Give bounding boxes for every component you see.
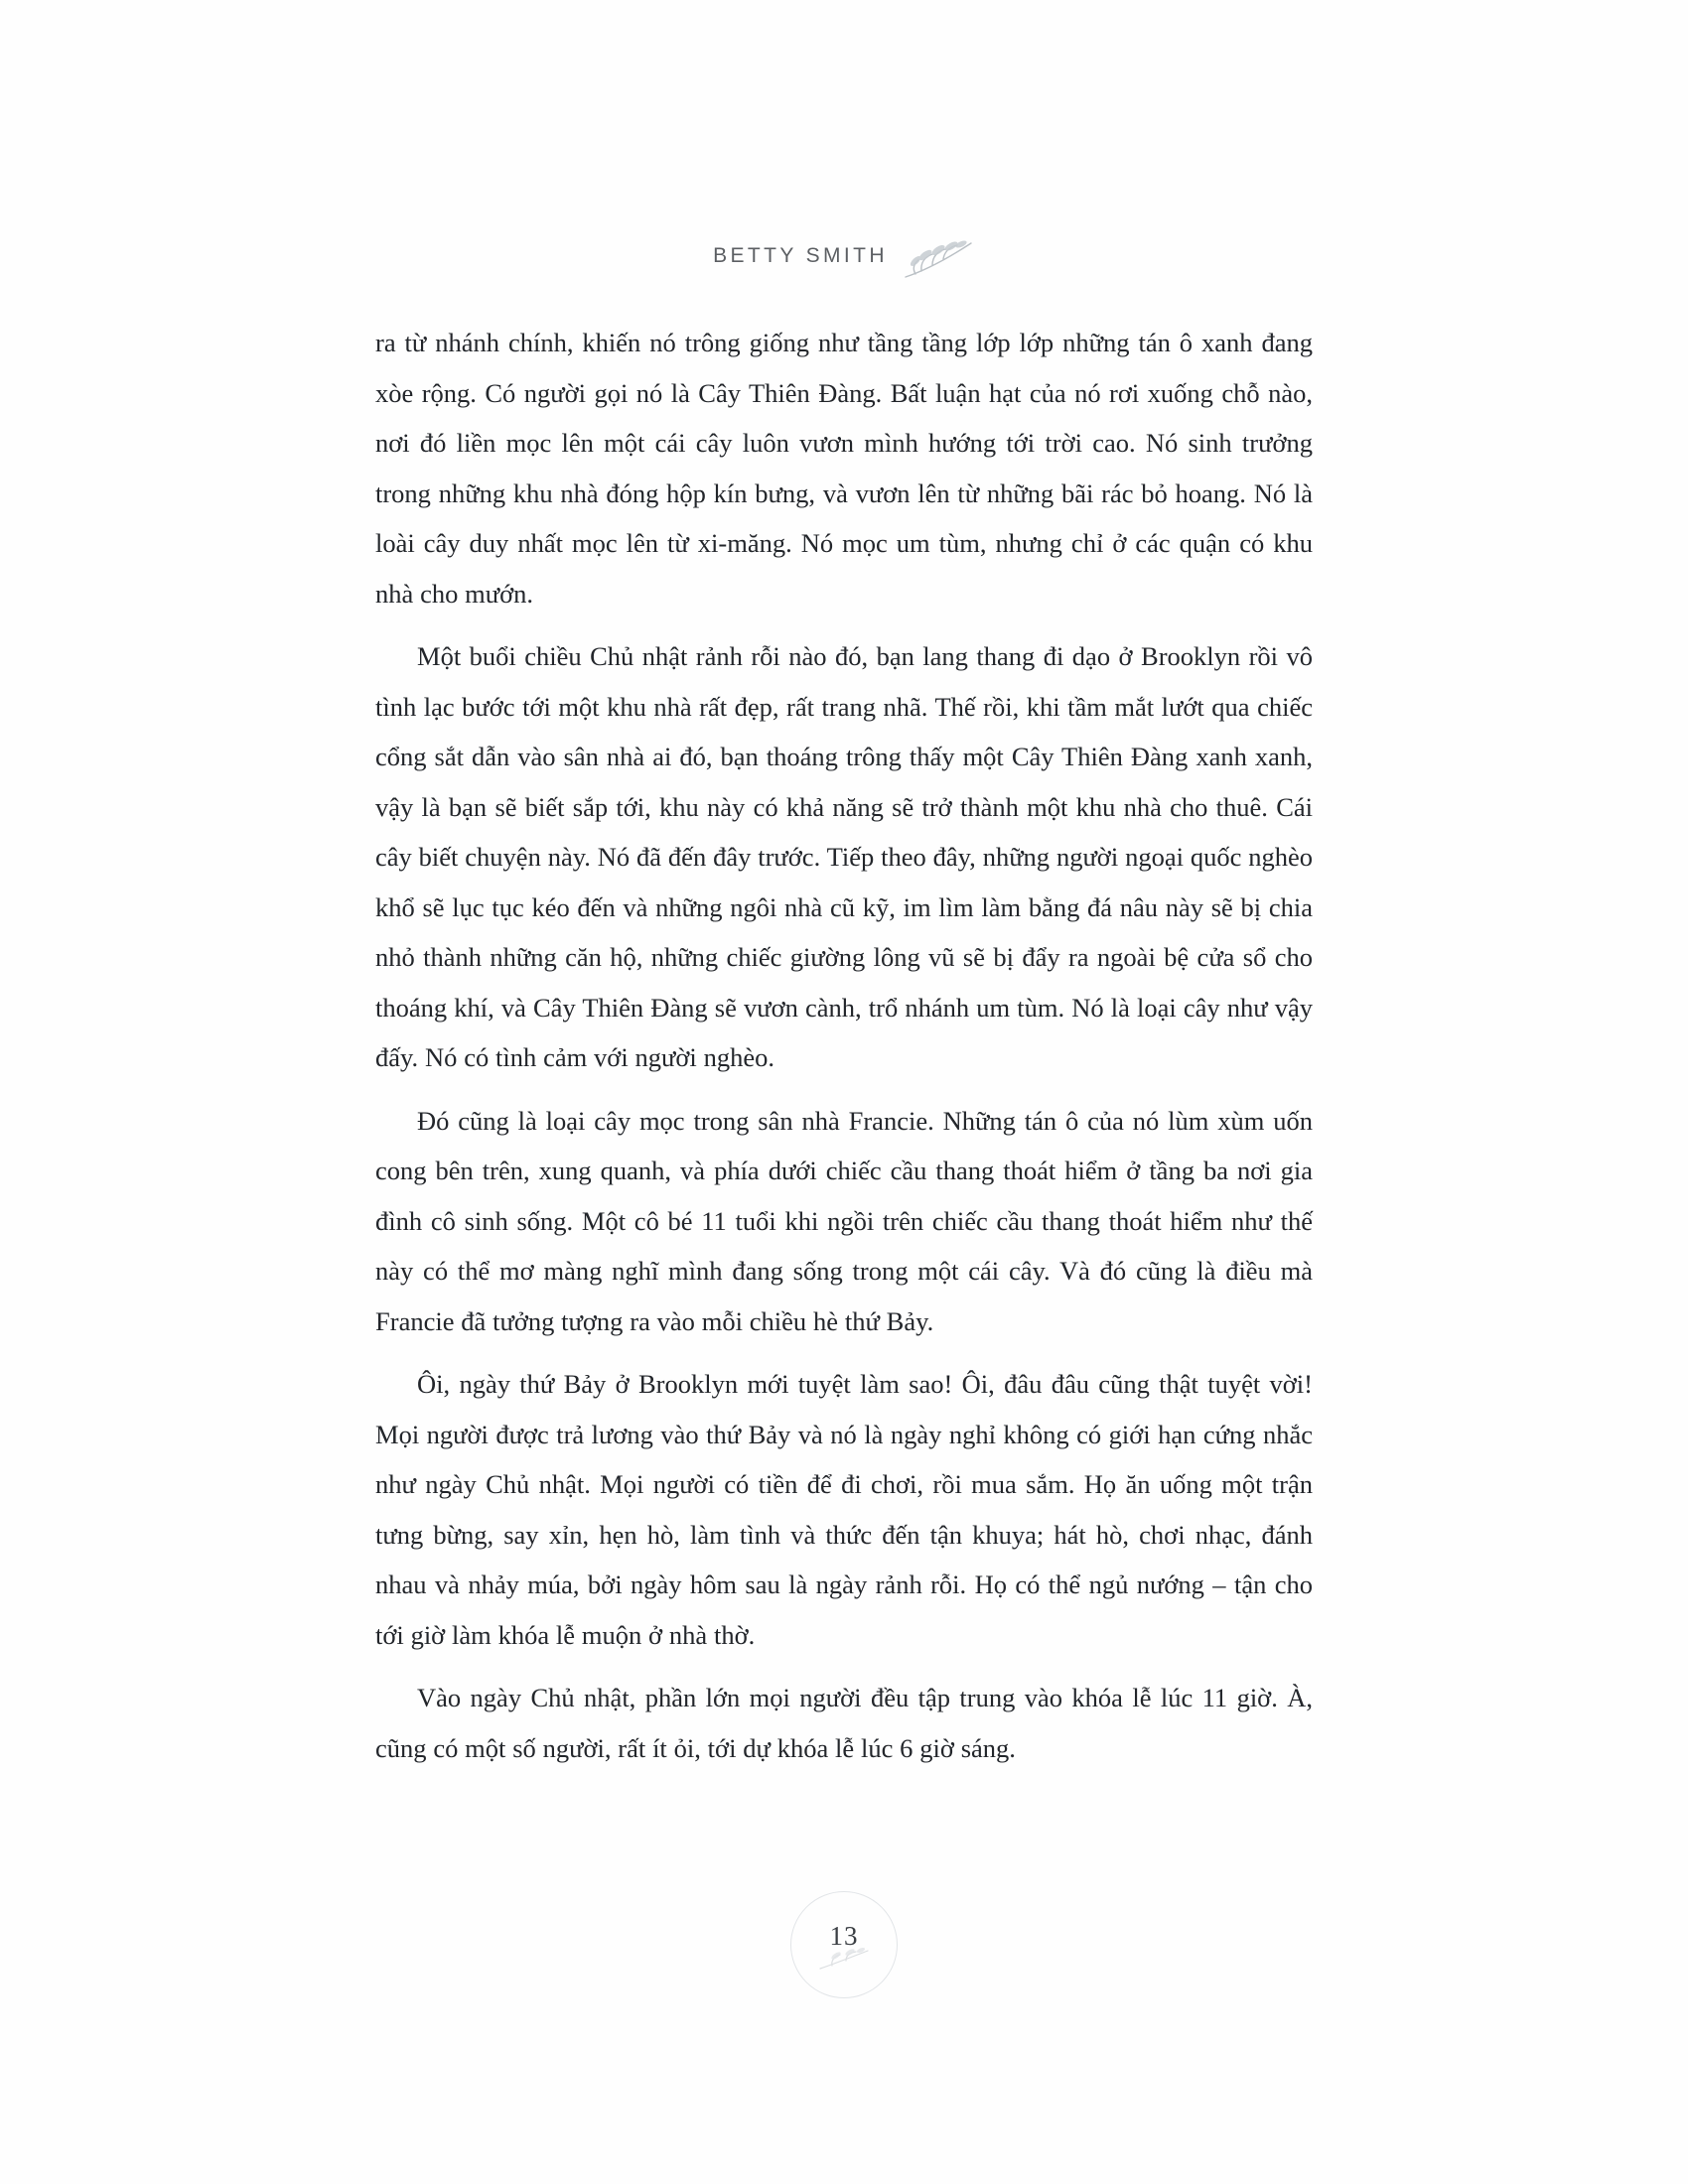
running-head <box>0 234 1688 278</box>
paragraph: Đó cũng là loại cây mọc trong sân nhà Francie. Những tán ô của nó lùm xùm uốn cong bên trên, xung quanh, và phía dưới chiếc cầu thang thoát hiểm ở tầng ba nơi gia đình cô sinh sống. Một cô bé 11 tuổi khi ngồi trên chiếc cầu thang thoát hiểm như thế này có thể mơ màng nghĩ mình đang sống trong một cái cây. Và đó cũng là điều mà Francie đã tưởng tượng ra vào mỗi chiều hè thứ Bảy. <box>375 1105 1313 1336</box>
page-body-text <box>375 318 1313 1774</box>
paragraph: Vào ngày Chủ nhật, phần lớn mọi người đều tập trung vào khóa lễ lúc 11 giờ. À, cũng có một số người, rất ít ỏi, tới dự khóa lễ lúc 6 giờ sáng. <box>375 1683 1313 1763</box>
paragraph: Ôi, ngày thứ Bảy ở Brooklyn mới tuyệt làm sao! Ôi, đâu đâu cũng thật tuyệt vời! Mọi người được trả lương vào thứ Bảy và nó là ngày nghỉ không có giới hạn cứng nhắc như ngày Chủ nhật. Mọi người có tiền để đi chơi, rồi mua sắm. Họ ăn uống một trận tưng bừng, say xỉn, hẹn hò, làm tình và thức đến tận khuya; hát hò, chơi nhạc, đánh nhau và nhảy múa, bởi ngày hôm sau là ngày rảnh rỗi. Họ có thể ngủ nướng – tận cho tới giờ làm khóa lễ muộn ở nhà thờ. <box>375 1369 1313 1650</box>
leaf-sprig-small-icon <box>816 1947 872 1973</box>
page-folio <box>0 1891 1688 1998</box>
paragraph: Một buổi chiều Chủ nhật rảnh rỗi nào đó, bạn lang thang đi dạo ở Brooklyn rồi vô tình lạc bước tới một khu nhà rất đẹp, rất trang nhã. Thế rồi, khi tầm mắt lướt qua chiếc cổng sắt dẫn vào sân nhà ai đó, bạn thoáng trông thấy một Cây Thiên Đàng xanh xanh, vậy là bạn sẽ biết sắp tới, khu này có khả năng sẽ trở thành một khu nhà cho thuê. Cái cây biết chuyện này. Nó đã đến đây trước. Tiếp theo đây, những người ngoại quốc nghèo khổ sẽ lục tục kéo đến và những ngôi nhà cũ kỹ, im lìm làm bằng đá nâu này sẽ bị chia nhỏ thành những căn hộ, những chiếc giường lông vũ sẽ bị đẩy ra ngoài bệ cửa sổ cho thoáng khí, và Cây Thiên Đàng sẽ vươn cành, trổ nhánh um tùm. Nó là loại cây như vậy đấy. Nó có tình cảm với người nghèo. <box>375 641 1313 1072</box>
paragraph: ra từ nhánh chính, khiến nó trông giống như tầng tầng lớp lớp những tán ô xanh đang xòe rộng. Có người gọi nó là Cây Thiên Đàng. Bất luận hạt của nó rơi xuống chỗ nào, nơi đó liền mọc lên một cái cây luôn vươn mình hướng tới trời cao. Nó sinh trưởng trong những khu nhà đóng hộp kín bưng, và vươn lên từ những bãi rác bỏ hoang. Nó là loài cây duy nhất mọc lên từ xi-măng. Nó mọc um tùm, nhưng chỉ ở các quận có khu nhà cho mướn. <box>375 328 1313 609</box>
leaf-sprig-icon <box>902 238 975 282</box>
page-number: 13 <box>829 1920 859 1951</box>
running-head-author: BETTY SMITH <box>713 244 888 267</box>
